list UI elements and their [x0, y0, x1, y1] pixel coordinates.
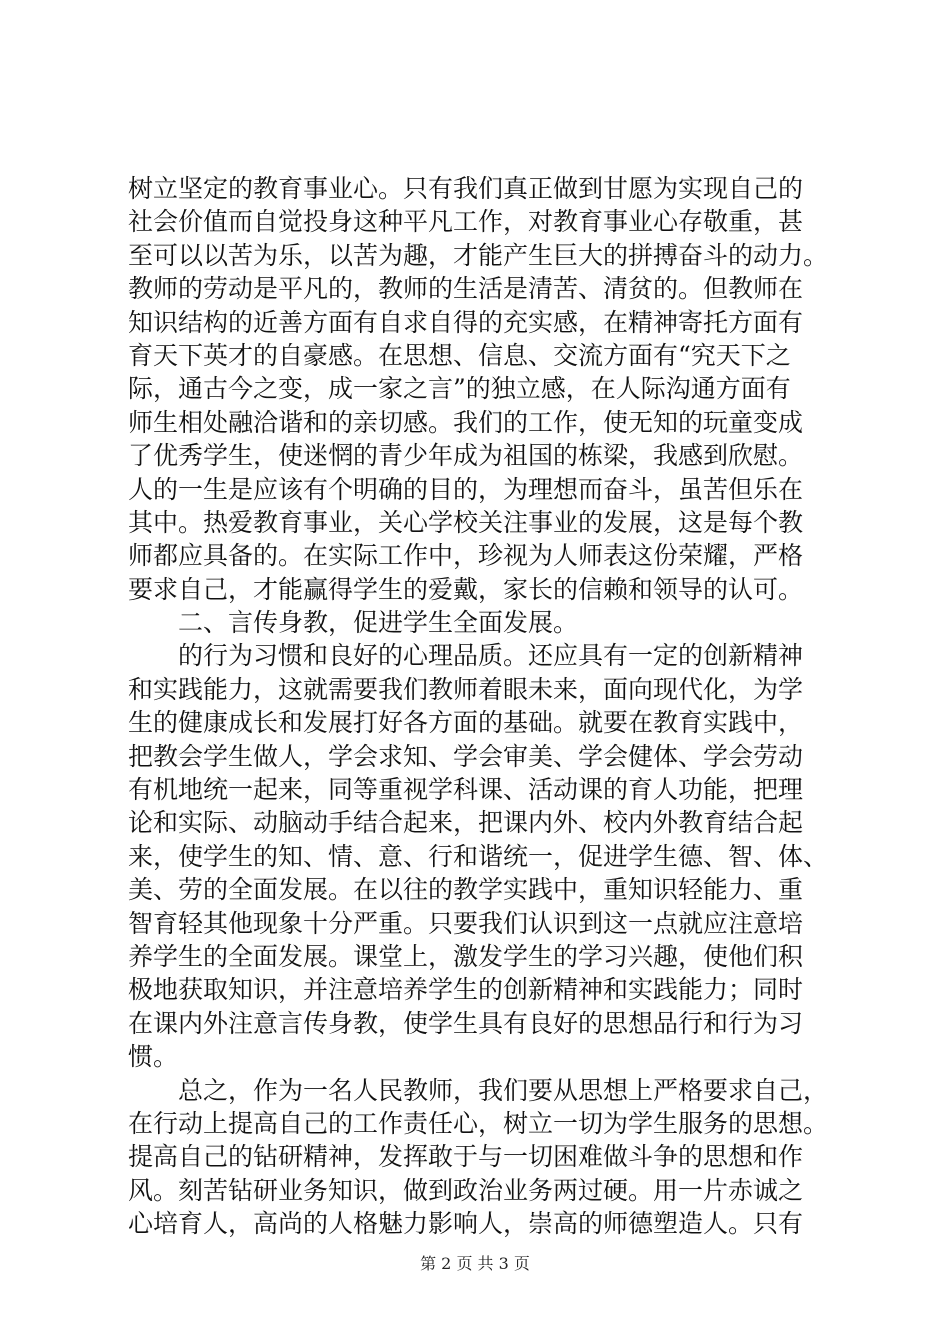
text-line: 生的健康成长和发展打好各方面的基础。就要在教育实践中， — [128, 708, 804, 738]
text-line: 要求自己，才能赢得学生的爱戴，家长的信赖和领导的认可。 — [128, 574, 804, 604]
text-line: 把教会学生做人，学会求知、学会审美、学会健体、学会劳动 — [128, 741, 804, 771]
text-line: 教师的劳动是平凡的，教师的生活是清苦、清贫的。但教师在 — [128, 274, 804, 304]
text-line: 际，通古今之变，成一家之言”的独立感，在人际沟通方面有 — [128, 374, 791, 404]
text-line: 和实践能力，这就需要我们教师着眼未来，面向现代化，为学 — [128, 674, 804, 704]
text-line: 惯。 — [128, 1042, 179, 1072]
text-line: 知识结构的近善方面有自求自得的充实感，在精神寄托方面有 — [128, 307, 804, 337]
text-line: 智育轻其他现象十分严重。只要我们认识到这一点就应注意培 — [128, 908, 804, 938]
text-line: 在行动上提高自己的工作责任心，树立一切为学生服务的思想。 — [128, 1108, 829, 1138]
text-line: 养学生的全面发展。课堂上，激发学生的学习兴趣，使他们积 — [128, 941, 804, 971]
text-line: 师生相处融洽谐和的亲切感。我们的工作，使无知的玩童变成 — [128, 407, 804, 437]
text-line: 的行为习惯和良好的心理品质。还应具有一定的创新精神 — [128, 641, 804, 671]
text-line: 育天下英才的自豪感。在思想、信息、交流方面有“究天下之 — [128, 340, 791, 370]
text-line: 极地获取知识，并注意培养学生的创新精神和实践能力；同时 — [128, 975, 804, 1005]
text-line: 树立坚定的教育事业心。只有我们真正做到甘愿为实现自己的 — [128, 174, 804, 203]
text-line: 在课内外注意言传身教，使学生具有良好的思想品行和行为习 — [128, 1008, 804, 1038]
text-line: 社会价值而自觉投身这种平凡工作，对教育事业心存敬重，甚 — [128, 207, 804, 237]
text-line: 美、劳的全面发展。在以往的教学实践中，重知识轻能力、重 — [128, 875, 804, 905]
text-line: 提高自己的钻研精神，发挥敢于与一切困难做斗争的思想和作 — [128, 1142, 804, 1172]
body-text — [128, 172, 828, 1241]
text-line: 心培育人，高尚的人格魅力影响人，崇高的师德塑造人。只有 — [128, 1209, 804, 1239]
text-line: 了优秀学生，使迷惘的青少年成为祖国的栋梁，我感到欣慰。 — [128, 441, 804, 471]
text-line: 论和实际、动脑动手结合起来，把课内外、校内外教育结合起 — [128, 808, 804, 838]
text-line: 人的一生是应该有个明确的目的，为理想而奋斗，虽苦但乐在 — [128, 474, 804, 504]
text-line: 风。刻苦钻研业务知识，做到政治业务两过硬。用一片赤诚之 — [128, 1175, 804, 1205]
text-line: 来，使学生的知、情、意、行和谐统一，促进学生德、智、体、 — [128, 841, 829, 871]
text-line: 师都应具备的。在实际工作中，珍视为人师表这份荣耀，严格 — [128, 541, 804, 571]
page-footer: 第 2 页 共 3 页 — [420, 1254, 530, 1273]
text-line: 有机地统一起来，同等重视学科课、活动课的育人功能，把理 — [128, 775, 804, 805]
text-line: 至可以以苦为乐，以苦为趣，才能产生巨大的拼搏奋斗的动力。 — [128, 240, 829, 270]
section-heading: 二、言传身教，促进学生全面发展。 — [128, 608, 579, 638]
text-line: 其中。热爱教育事业，关心学校关注事业的发展，这是每个教 — [128, 507, 804, 537]
text-line: 总之，作为一名人民教师，我们要从思想上严格要求自己， — [128, 1075, 829, 1105]
